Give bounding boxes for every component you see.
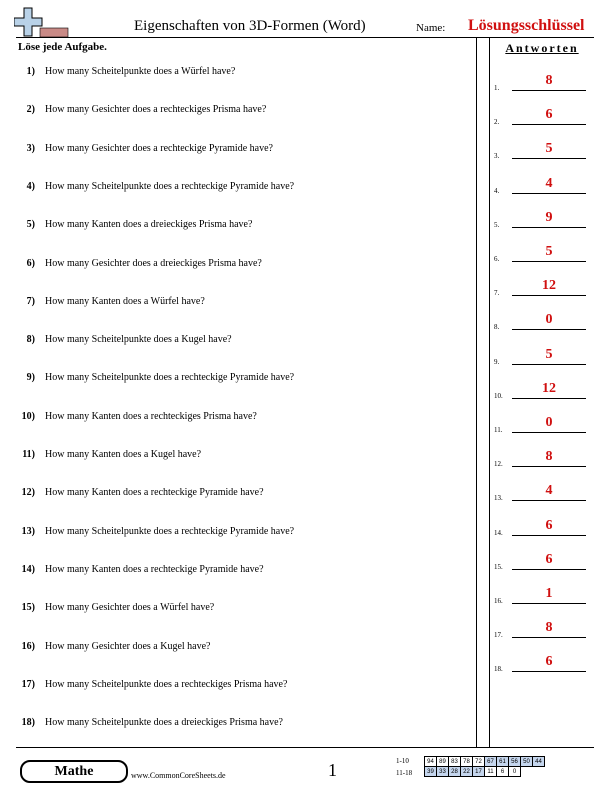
score-cell: 83 [449, 757, 461, 767]
score-cell: 50 [521, 757, 533, 767]
answer-value: 4 [545, 175, 553, 191]
score-row [425, 767, 545, 777]
score-cell: 28 [449, 767, 461, 777]
answer-line [512, 637, 586, 638]
answer-line [512, 398, 586, 399]
question-number: 7) [26, 295, 35, 307]
question-text: How many Kanten does a rechteckige Pyramide have? [45, 563, 264, 575]
answer-number: 17. [494, 631, 503, 640]
answer-number: 5. [494, 220, 500, 229]
website-label: www.CommonCoreSheets.de [131, 771, 226, 780]
score-cell: 78 [461, 757, 473, 767]
question-number: 2) [26, 104, 35, 116]
question-row [18, 487, 264, 498]
question-text: How many Scheitelpunkte does a Kugel have? [45, 334, 232, 346]
answer-row [494, 448, 594, 468]
answer-row [494, 551, 594, 571]
answer-value: 6 [545, 107, 553, 123]
score-cell: 0 [509, 767, 521, 777]
question-row [18, 372, 294, 383]
answer-value: 5 [545, 244, 553, 259]
question-text: How many Kanten does a dreieckiges Prisma have? [45, 219, 253, 231]
question-text: How many Kanten does a Kugel have? [45, 449, 202, 460]
answer-number: 1. [494, 84, 500, 92]
answer-line [512, 124, 586, 125]
answer-key-label: Lösungsschlüssel [468, 17, 585, 34]
answer-row [494, 380, 594, 400]
answer-line [512, 569, 586, 570]
score-cell: 72 [473, 757, 485, 767]
question-text: How many Gesichter does a dreieckiges Prisma have? [45, 257, 262, 269]
answer-row [494, 311, 594, 331]
answer-row [494, 585, 594, 605]
page-number: 1 [328, 760, 337, 780]
question-text: How many Kanten does a rechteckiges Prisma have? [45, 410, 257, 422]
answer-row [494, 346, 594, 366]
answer-value: 12 [542, 380, 556, 396]
question-row [18, 564, 264, 575]
question-row [18, 296, 205, 307]
answer-value: 6 [545, 551, 553, 567]
question-row [18, 411, 257, 422]
worksheet-title: Eigenschaften von 3D-Formen (Word) [134, 18, 366, 34]
answer-line [512, 364, 586, 365]
answer-line [512, 500, 586, 501]
question-text: How many Scheitelpunkte does a rechteckiges Prisma have? [45, 678, 288, 690]
question-number: 8) [26, 334, 35, 346]
answer-number: 2. [494, 118, 500, 127]
question-text: How many Kanten does a Würfel have? [45, 295, 205, 307]
question-text: How many Gesichter does a rechteckiges Prisma have? [45, 104, 267, 116]
score-cell: 44 [533, 757, 545, 767]
answer-value: 9 [545, 209, 553, 225]
question-text: How many Kanten does a rechteckige Pyramide have? [45, 487, 264, 499]
score-row-label: 11-18 [396, 769, 413, 777]
question-text: How many Scheitelpunkte does a rechteckige Pyramide have? [45, 525, 295, 537]
answer-line [512, 329, 586, 330]
question-row [18, 641, 211, 652]
answer-row [494, 414, 594, 434]
answer-line [512, 535, 586, 536]
answer-line [512, 432, 586, 433]
question-number: 15) [21, 602, 35, 614]
answer-number: 9. [494, 357, 500, 366]
answer-line [512, 603, 586, 604]
question-row [18, 679, 287, 690]
question-number: 4) [26, 180, 35, 192]
answer-number: 11. [494, 426, 503, 434]
score-cell: 6 [497, 767, 509, 777]
answer-number: 15. [494, 562, 503, 571]
instructions: Löse jede Aufgabe. [18, 41, 107, 53]
answer-value: 8 [545, 449, 553, 465]
answer-line [512, 90, 586, 91]
question-text: How many Gesichter does a rechteckige Pyramide have? [45, 142, 273, 154]
question-text: How many Scheitelpunkte does a rechteckige Pyramide have? [45, 372, 295, 384]
score-cell: 89 [437, 757, 449, 767]
answer-row [494, 140, 594, 160]
answer-row [494, 482, 594, 502]
question-row [18, 602, 214, 613]
answer-row [494, 243, 594, 263]
answer-value: 6 [545, 517, 553, 533]
question-text: How many Scheitelpunkte does a rechteckige Pyramide have? [45, 180, 295, 192]
question-text: How many Gesichter does a Kugel have? [45, 640, 211, 652]
score-cell: 61 [497, 757, 509, 767]
score-cell: 94 [425, 757, 437, 767]
score-cell: 39 [425, 767, 437, 777]
score-row [425, 757, 545, 767]
answer-row [494, 619, 594, 639]
answer-row [494, 653, 594, 673]
question-row [18, 449, 201, 460]
question-number: 14) [21, 563, 35, 575]
answer-row [494, 72, 594, 92]
answer-row [494, 175, 594, 195]
answer-value: 0 [545, 312, 553, 328]
answer-number: 16. [494, 597, 503, 605]
question-number: 16) [21, 640, 35, 652]
score-cell: 11 [485, 767, 497, 777]
answer-line [512, 295, 586, 296]
answer-value: 6 [545, 654, 553, 670]
answer-value: 4 [545, 483, 553, 499]
question-number: 3) [26, 142, 35, 154]
answer-line [512, 193, 586, 194]
answer-value: 5 [545, 141, 553, 157]
answer-row [494, 209, 594, 229]
score-cell: 67 [485, 757, 497, 767]
answer-value: 0 [545, 415, 553, 430]
question-row [18, 104, 266, 115]
column-divider-left [476, 37, 477, 747]
question-number: 17) [21, 678, 35, 690]
answer-value: 8 [545, 620, 553, 636]
answer-value: 5 [545, 346, 553, 362]
answer-row [494, 277, 594, 297]
answer-number: 14. [494, 528, 503, 537]
question-text: How many Scheitelpunkte does a dreieckiges Prisma have? [45, 717, 283, 729]
question-row [18, 66, 235, 77]
question-row [18, 258, 262, 269]
answer-value: 12 [542, 278, 556, 294]
answer-line [512, 227, 586, 228]
question-row [18, 334, 232, 345]
score-row-label: 1-10 [396, 757, 409, 765]
question-text: How many Gesichter does a Würfel have? [45, 602, 215, 614]
question-number: 13) [21, 525, 35, 537]
footer-divider [16, 747, 594, 748]
question-number: 11) [22, 449, 35, 460]
answer-number: 3. [494, 152, 500, 161]
question-number: 1) [26, 66, 35, 77]
answer-row [494, 106, 594, 126]
answer-line [512, 158, 586, 159]
question-row [18, 526, 294, 537]
score-cell: 22 [461, 767, 473, 777]
answers-heading: Antworten [505, 41, 579, 55]
answer-number: 10. [494, 391, 503, 400]
answer-value: 1 [545, 586, 553, 601]
score-table [424, 756, 545, 777]
answer-number: 8. [494, 323, 500, 332]
name-label: Name: [416, 22, 446, 34]
answer-row [494, 517, 594, 537]
question-number: 9) [26, 372, 35, 384]
question-row [18, 181, 294, 192]
question-row [18, 219, 252, 230]
question-number: 12) [21, 487, 35, 499]
score-cell: 56 [509, 757, 521, 767]
answer-line [512, 466, 586, 467]
question-number: 6) [26, 257, 35, 269]
answer-number: 6. [494, 255, 500, 263]
plus-logo-icon [14, 6, 70, 38]
question-number: 5) [26, 219, 35, 231]
score-cell: 33 [437, 767, 449, 777]
column-divider-right [489, 37, 490, 747]
answer-line [512, 671, 586, 672]
question-number: 10) [21, 410, 35, 422]
score-cell: 17 [473, 767, 485, 777]
answer-number: 7. [494, 289, 500, 298]
answer-number: 4. [494, 186, 500, 195]
subject-badge: Mathe [20, 760, 128, 783]
answer-value: 8 [545, 73, 553, 88]
question-row [18, 717, 283, 728]
question-text: How many Scheitelpunkte does a Würfel have? [45, 66, 236, 77]
answer-number: 13. [494, 494, 503, 503]
header-divider [16, 37, 594, 38]
answer-line [512, 261, 586, 262]
answer-number: 12. [494, 460, 503, 469]
question-row [18, 143, 273, 154]
answer-number: 18. [494, 665, 503, 674]
question-number: 18) [21, 717, 35, 729]
